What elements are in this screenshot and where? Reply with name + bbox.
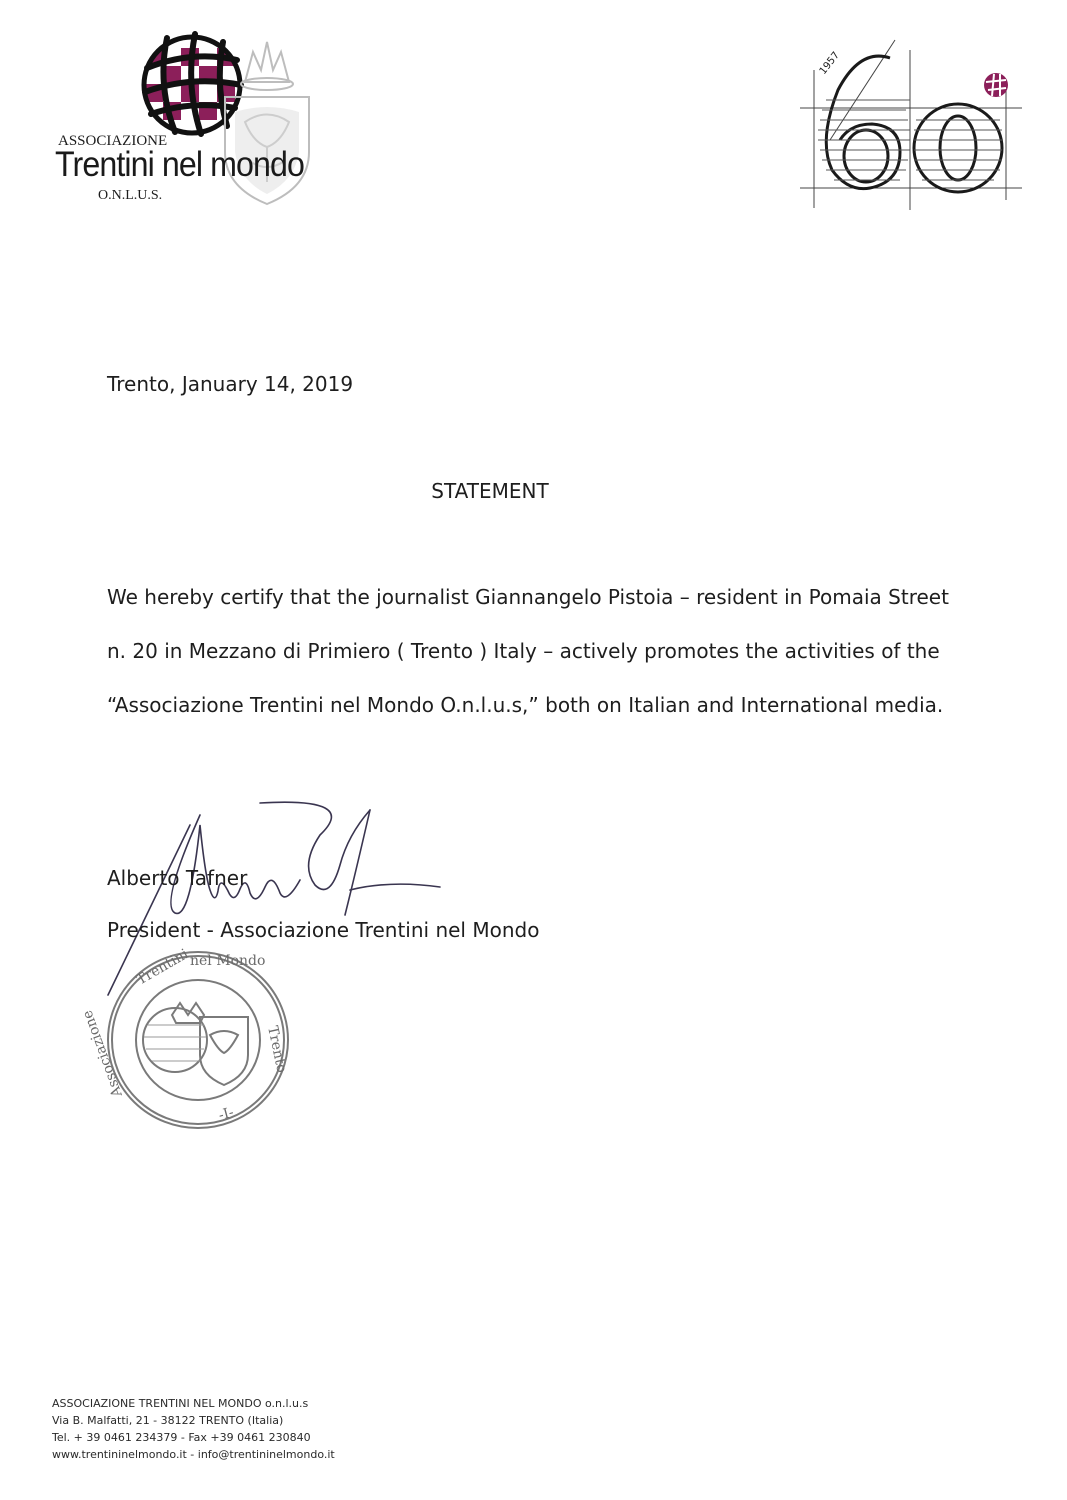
logo-line-name: Trentini nel mondo	[55, 145, 304, 184]
official-stamp	[79, 945, 300, 1135]
paragraph-line-2: n. 20 in Mezzano di Primiero ( Trento ) Italy – actively promotes the activities of the	[107, 639, 940, 663]
sixtieth-anniversary-logo	[800, 30, 1022, 210]
paragraph-line-3: “Associazione Trentini nel Mondo O.n.l.u.s,” both on Italian and International media.	[107, 693, 944, 717]
svg-text:Associazione: Associazione	[79, 1007, 126, 1100]
signer-name: Alberto Tafner	[107, 866, 248, 890]
signer-title: President - Associazione Trentini nel Mondo	[107, 918, 540, 942]
anniversary-year: 1957	[817, 50, 843, 77]
svg-text:-I-: -I-	[216, 1104, 236, 1124]
footer-org-name: ASSOCIAZIONE TRENTINI NEL MONDO o.n.l.u.s	[52, 1397, 309, 1410]
association-logo	[55, 30, 335, 210]
footer-phone-fax: Tel. + 39 0461 234379 - Fax +39 0461 230840	[52, 1431, 311, 1444]
logo-line-association: ASSOCIAZIONE	[58, 133, 168, 149]
svg-text:Trentini: Trentini	[134, 946, 192, 989]
svg-text:nel Mondo: nel Mondo	[190, 953, 266, 969]
logo-line-onlus: O.N.L.U.S.	[98, 188, 163, 203]
footer-web-email: www.trentininelmondo.it - info@trentininelmondo.it	[52, 1448, 335, 1461]
svg-text:Trento: Trento	[264, 1024, 290, 1075]
footer-address: Via B. Malfatti, 21 - 38122 TRENTO (Italia)	[52, 1414, 284, 1427]
letter-title: STATEMENT	[431, 479, 549, 503]
letter-date: Trento, January 14, 2019	[107, 372, 354, 396]
paragraph-line-1: We hereby certify that the journalist Giannangelo Pistoia – resident in Pomaia Street	[107, 585, 949, 609]
